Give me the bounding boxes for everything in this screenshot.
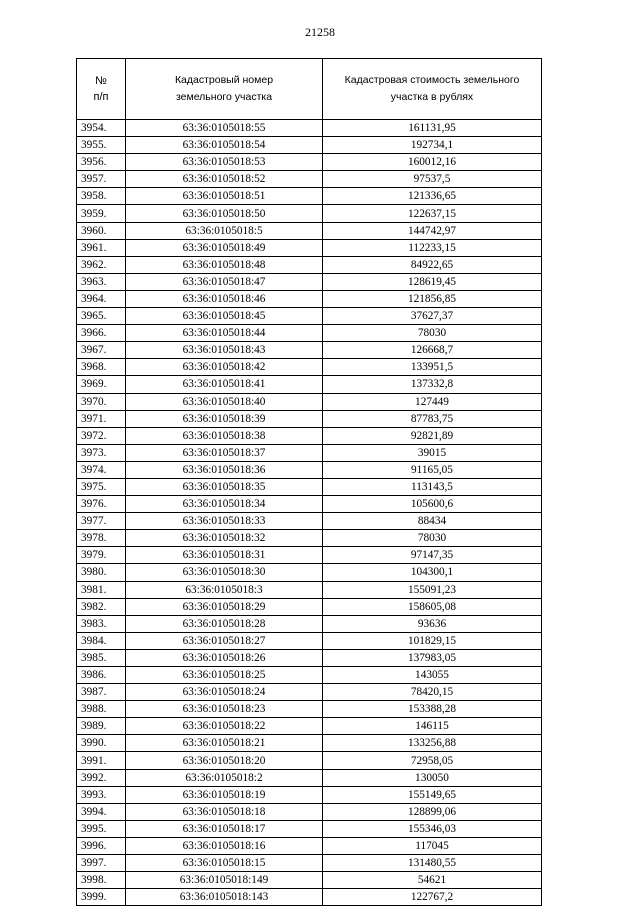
table-row bbox=[77, 222, 542, 239]
row-number: 3976. bbox=[77, 496, 126, 513]
cadastral-number: 63:36:0105018:46 bbox=[126, 290, 323, 307]
cadastral-number: 63:36:0105018:27 bbox=[126, 632, 323, 649]
table-row bbox=[77, 478, 542, 495]
cadastral-number: 63:36:0105018:32 bbox=[126, 530, 323, 547]
row-number: 3994. bbox=[77, 803, 126, 820]
table-row bbox=[77, 120, 542, 137]
cadastral-value: 105600,6 bbox=[323, 496, 542, 513]
cadastral-number: 63:36:0105018:3 bbox=[126, 581, 323, 598]
table-row bbox=[77, 855, 542, 872]
row-number: 3963. bbox=[77, 273, 126, 290]
cadastral-value: 113143,5 bbox=[323, 478, 542, 495]
row-number: 3981. bbox=[77, 581, 126, 598]
cadastral-value: 54621 bbox=[323, 872, 542, 889]
table-row bbox=[77, 205, 542, 222]
row-number: 3971. bbox=[77, 410, 126, 427]
cadastral-value: 146115 bbox=[323, 718, 542, 735]
cadastral-number: 63:36:0105018:53 bbox=[126, 154, 323, 171]
cadastral-value: 37627,37 bbox=[323, 308, 542, 325]
row-number: 3970. bbox=[77, 393, 126, 410]
row-number: 3982. bbox=[77, 598, 126, 615]
cadastral-number: 63:36:0105018:48 bbox=[126, 256, 323, 273]
cadastral-value: 84922,65 bbox=[323, 256, 542, 273]
row-number: 3984. bbox=[77, 632, 126, 649]
row-number: 3986. bbox=[77, 667, 126, 684]
cadastral-number: 63:36:0105018:36 bbox=[126, 461, 323, 478]
cadastral-number: 63:36:0105018:31 bbox=[126, 547, 323, 564]
row-number: 3961. bbox=[77, 239, 126, 256]
cadastral-value: 137983,05 bbox=[323, 649, 542, 666]
table-row bbox=[77, 598, 542, 615]
table-row bbox=[77, 632, 542, 649]
row-number: 3958. bbox=[77, 188, 126, 205]
row-number: 3995. bbox=[77, 820, 126, 837]
cadastral-value: 88434 bbox=[323, 513, 542, 530]
row-number: 3998. bbox=[77, 872, 126, 889]
cadastral-number: 63:36:0105018:30 bbox=[126, 564, 323, 581]
row-number: 3989. bbox=[77, 718, 126, 735]
row-number: 3960. bbox=[77, 222, 126, 239]
cadastral-number: 63:36:0105018:35 bbox=[126, 478, 323, 495]
cadastral-value: 133951,5 bbox=[323, 359, 542, 376]
cadastral-value: 117045 bbox=[323, 837, 542, 854]
table-row bbox=[77, 786, 542, 803]
table-row bbox=[77, 410, 542, 427]
cadastral-value: 131480,55 bbox=[323, 855, 542, 872]
row-number: 3972. bbox=[77, 427, 126, 444]
cadastral-value: 144742,97 bbox=[323, 222, 542, 239]
cadastral-value: 72958,05 bbox=[323, 752, 542, 769]
row-number: 3974. bbox=[77, 461, 126, 478]
cadastral-number: 63:36:0105018:54 bbox=[126, 137, 323, 154]
cadastral-value: 78420,15 bbox=[323, 684, 542, 701]
table-row bbox=[77, 461, 542, 478]
cadastral-number: 63:36:0105018:143 bbox=[126, 889, 323, 906]
header-cadastral-number: Кадастровый номер земельного участка bbox=[126, 59, 323, 120]
table-row bbox=[77, 667, 542, 684]
row-number: 3964. bbox=[77, 290, 126, 307]
cadastral-value: 97537,5 bbox=[323, 171, 542, 188]
table-header bbox=[77, 59, 542, 120]
cadastral-number: 63:36:0105018:16 bbox=[126, 837, 323, 854]
row-number: 3957. bbox=[77, 171, 126, 188]
cadastral-value: 91165,05 bbox=[323, 461, 542, 478]
row-number: 3966. bbox=[77, 325, 126, 342]
row-number: 3975. bbox=[77, 478, 126, 495]
table-row bbox=[77, 171, 542, 188]
cadastral-number: 63:36:0105018:149 bbox=[126, 872, 323, 889]
table-row bbox=[77, 154, 542, 171]
row-number: 3997. bbox=[77, 855, 126, 872]
table-row bbox=[77, 803, 542, 820]
cadastral-value: 78030 bbox=[323, 530, 542, 547]
cadastral-value: 104300,1 bbox=[323, 564, 542, 581]
cadastral-number: 63:36:0105018:28 bbox=[126, 615, 323, 632]
table-row bbox=[77, 290, 542, 307]
row-number: 3955. bbox=[77, 137, 126, 154]
table-row bbox=[77, 188, 542, 205]
table-row bbox=[77, 684, 542, 701]
cadastral-value: 155149,65 bbox=[323, 786, 542, 803]
cadastral-value: 112233,15 bbox=[323, 239, 542, 256]
cadastral-number: 63:36:0105018:34 bbox=[126, 496, 323, 513]
cadastral-number: 63:36:0105018:33 bbox=[126, 513, 323, 530]
cadastral-value: 39015 bbox=[323, 444, 542, 461]
table-row bbox=[77, 889, 542, 906]
cadastral-value: 78030 bbox=[323, 325, 542, 342]
row-number: 3977. bbox=[77, 513, 126, 530]
cadastral-value: 121336,65 bbox=[323, 188, 542, 205]
cadastral-number: 63:36:0105018:55 bbox=[126, 120, 323, 137]
cadastral-number: 63:36:0105018:18 bbox=[126, 803, 323, 820]
row-number: 3969. bbox=[77, 376, 126, 393]
table-row bbox=[77, 444, 542, 461]
row-number: 3956. bbox=[77, 154, 126, 171]
cadastral-table bbox=[76, 58, 542, 906]
table-row bbox=[77, 342, 542, 359]
row-number: 3967. bbox=[77, 342, 126, 359]
row-number: 3999. bbox=[77, 889, 126, 906]
cadastral-value: 121856,85 bbox=[323, 290, 542, 307]
cadastral-number: 63:36:0105018:39 bbox=[126, 410, 323, 427]
table-row bbox=[77, 496, 542, 513]
header-row bbox=[77, 59, 542, 120]
table-row bbox=[77, 769, 542, 786]
cadastral-number: 63:36:0105018:40 bbox=[126, 393, 323, 410]
table-row bbox=[77, 513, 542, 530]
cadastral-value: 128619,45 bbox=[323, 273, 542, 290]
cadastral-number: 63:36:0105018:29 bbox=[126, 598, 323, 615]
table-row bbox=[77, 530, 542, 547]
table-row bbox=[77, 427, 542, 444]
row-number: 3992. bbox=[77, 769, 126, 786]
cadastral-number: 63:36:0105018:42 bbox=[126, 359, 323, 376]
cadastral-value: 137332,8 bbox=[323, 376, 542, 393]
cadastral-value: 127449 bbox=[323, 393, 542, 410]
header-row-number: № п/п bbox=[77, 59, 126, 120]
cadastral-value: 128899,06 bbox=[323, 803, 542, 820]
row-number: 3954. bbox=[77, 120, 126, 137]
cadastral-number: 63:36:0105018:17 bbox=[126, 820, 323, 837]
table-row bbox=[77, 735, 542, 752]
cadastral-number: 63:36:0105018:37 bbox=[126, 444, 323, 461]
table-row bbox=[77, 376, 542, 393]
cadastral-value: 87783,75 bbox=[323, 410, 542, 427]
row-number: 3959. bbox=[77, 205, 126, 222]
cadastral-number: 63:36:0105018:24 bbox=[126, 684, 323, 701]
cadastral-number: 63:36:0105018:26 bbox=[126, 649, 323, 666]
cadastral-value: 153388,28 bbox=[323, 701, 542, 718]
cadastral-value: 192734,1 bbox=[323, 137, 542, 154]
table-row bbox=[77, 581, 542, 598]
table-row bbox=[77, 564, 542, 581]
cadastral-value: 126668,7 bbox=[323, 342, 542, 359]
cadastral-number: 63:36:0105018:23 bbox=[126, 701, 323, 718]
cadastral-value: 160012,16 bbox=[323, 154, 542, 171]
cadastral-number: 63:36:0105018:38 bbox=[126, 427, 323, 444]
row-number: 3962. bbox=[77, 256, 126, 273]
cadastral-value: 155346,03 bbox=[323, 820, 542, 837]
row-number: 3991. bbox=[77, 752, 126, 769]
cadastral-number: 63:36:0105018:49 bbox=[126, 239, 323, 256]
row-number: 3985. bbox=[77, 649, 126, 666]
table-row bbox=[77, 547, 542, 564]
cadastral-number: 63:36:0105018:52 bbox=[126, 171, 323, 188]
table-row bbox=[77, 393, 542, 410]
cadastral-value: 122767,2 bbox=[323, 889, 542, 906]
row-number: 3965. bbox=[77, 308, 126, 325]
cadastral-value: 130050 bbox=[323, 769, 542, 786]
cadastral-number: 63:36:0105018:20 bbox=[126, 752, 323, 769]
cadastral-value: 92821,89 bbox=[323, 427, 542, 444]
table-row bbox=[77, 615, 542, 632]
cadastral-number: 63:36:0105018:2 bbox=[126, 769, 323, 786]
cadastral-number: 63:36:0105018:41 bbox=[126, 376, 323, 393]
cadastral-number: 63:36:0105018:47 bbox=[126, 273, 323, 290]
table-row bbox=[77, 649, 542, 666]
row-number: 3973. bbox=[77, 444, 126, 461]
row-number: 3979. bbox=[77, 547, 126, 564]
table-row bbox=[77, 256, 542, 273]
table-row bbox=[77, 752, 542, 769]
cadastral-value: 101829,15 bbox=[323, 632, 542, 649]
table-row bbox=[77, 137, 542, 154]
cadastral-number: 63:36:0105018:22 bbox=[126, 718, 323, 735]
table-row bbox=[77, 273, 542, 290]
table-row bbox=[77, 820, 542, 837]
row-number: 3978. bbox=[77, 530, 126, 547]
cadastral-number: 63:36:0105018:5 bbox=[126, 222, 323, 239]
row-number: 3990. bbox=[77, 735, 126, 752]
header-cadastral-value: Кадастровая стоимость земельного участка в рублях bbox=[323, 59, 542, 120]
table-row bbox=[77, 359, 542, 376]
row-number: 3968. bbox=[77, 359, 126, 376]
table-row bbox=[77, 308, 542, 325]
table-row bbox=[77, 837, 542, 854]
table-row bbox=[77, 718, 542, 735]
row-number: 3988. bbox=[77, 701, 126, 718]
table-row bbox=[77, 239, 542, 256]
table-row bbox=[77, 701, 542, 718]
row-number: 3996. bbox=[77, 837, 126, 854]
cadastral-number: 63:36:0105018:44 bbox=[126, 325, 323, 342]
table-row bbox=[77, 325, 542, 342]
row-number: 3980. bbox=[77, 564, 126, 581]
table-row bbox=[77, 872, 542, 889]
cadastral-number: 63:36:0105018:43 bbox=[126, 342, 323, 359]
page-number: 21258 bbox=[305, 25, 335, 39]
row-number: 3987. bbox=[77, 684, 126, 701]
cadastral-value: 155091,23 bbox=[323, 581, 542, 598]
cadastral-value: 161131,95 bbox=[323, 120, 542, 137]
cadastral-number: 63:36:0105018:21 bbox=[126, 735, 323, 752]
cadastral-value: 133256,88 bbox=[323, 735, 542, 752]
cadastral-number: 63:36:0105018:51 bbox=[126, 188, 323, 205]
cadastral-value: 143055 bbox=[323, 667, 542, 684]
cadastral-number: 63:36:0105018:45 bbox=[126, 308, 323, 325]
table-body bbox=[77, 120, 542, 906]
cadastral-value: 93636 bbox=[323, 615, 542, 632]
row-number: 3983. bbox=[77, 615, 126, 632]
cadastral-value: 122637,15 bbox=[323, 205, 542, 222]
cadastral-value: 158605,08 bbox=[323, 598, 542, 615]
cadastral-value: 97147,35 bbox=[323, 547, 542, 564]
cadastral-number: 63:36:0105018:15 bbox=[126, 855, 323, 872]
row-number: 3993. bbox=[77, 786, 126, 803]
cadastral-number: 63:36:0105018:25 bbox=[126, 667, 323, 684]
cadastral-number: 63:36:0105018:19 bbox=[126, 786, 323, 803]
cadastral-number: 63:36:0105018:50 bbox=[126, 205, 323, 222]
